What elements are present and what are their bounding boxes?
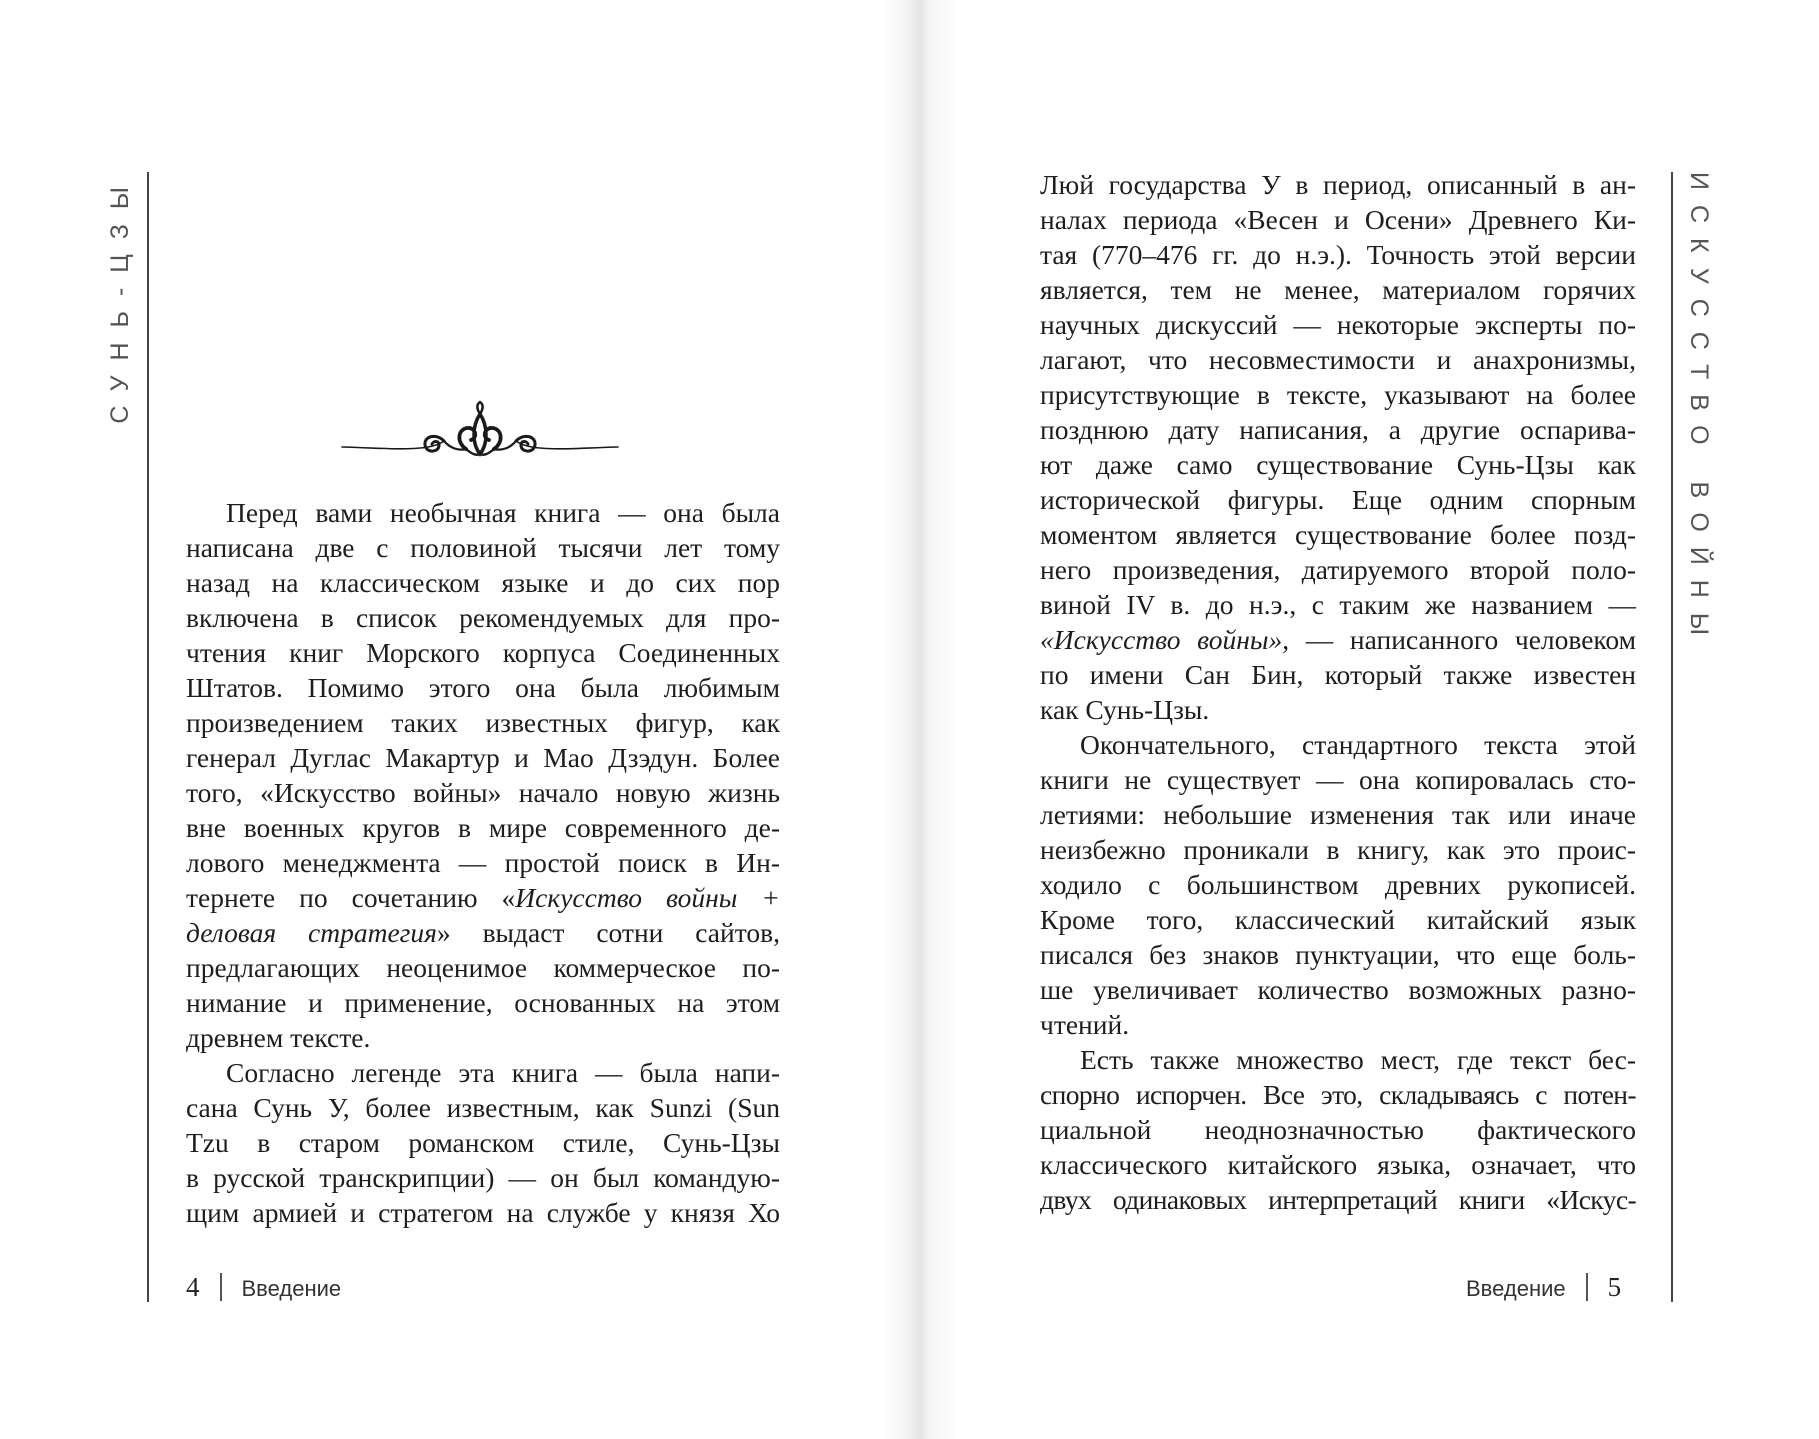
text-line: ходило с большинством древних рукописей. bbox=[1040, 869, 1636, 900]
text-segment: » выдаст сотни сайтов, bbox=[436, 917, 780, 948]
text-line: позднюю дату написания, а другие оспарива- bbox=[1040, 414, 1636, 445]
text-line: в русской транскрипции) — он был командую- bbox=[186, 1162, 780, 1193]
text-line: лагают, что несовместимости и анахронизмы, bbox=[1040, 344, 1636, 375]
text-line: Есть также множество мест, где текст бес- bbox=[1080, 1044, 1636, 1075]
text-line: налах периода «Весен и Осени» Древнего Ки- bbox=[1040, 204, 1636, 235]
text-line: является, тем не менее, материалом горячих bbox=[1040, 274, 1636, 305]
text-line: неизбежно проникали в книгу, как это проис- bbox=[1040, 834, 1636, 865]
section-title: Введение bbox=[1466, 1276, 1566, 1301]
text-line: нимание и применение, основанных на этом bbox=[186, 987, 780, 1018]
left-page-footer bbox=[186, 1272, 341, 1303]
text-line: летиями: небольшие изменения так или иначе bbox=[1040, 799, 1636, 830]
text-line: классического китайского языка, означает, что bbox=[1040, 1149, 1636, 1180]
right-running-title: ИСКУССТВО ВОЙНЫ bbox=[1685, 172, 1713, 650]
text-segment: тернете по сочетанию « bbox=[186, 882, 516, 913]
text-line: сана Сунь У, более известным, как Sunzi (Sun bbox=[186, 1092, 780, 1123]
left-margin-rule bbox=[147, 172, 149, 1302]
text-line: Tzu в старом романском стиле, Сунь-Цзы bbox=[186, 1127, 780, 1158]
text-line: по имени Сан Бин, который также известен bbox=[1040, 659, 1636, 690]
text-line: циальной неоднозначностью фактического bbox=[1040, 1114, 1636, 1145]
text-line: назад на классическом языке и до сих пор bbox=[186, 567, 780, 598]
paragraph-intro bbox=[186, 495, 780, 1055]
text-line: Люй государства У в период, описанный в ан- bbox=[1040, 169, 1636, 200]
page-number: 4 bbox=[186, 1272, 200, 1302]
footer-divider bbox=[220, 1273, 222, 1301]
text-line: Согласно легенде эта книга — была напи- bbox=[226, 1057, 780, 1088]
paragraph-continuation bbox=[1040, 167, 1636, 727]
text-line: Штатов. Помимо этого она была любимым bbox=[186, 672, 780, 703]
text-line-with-italic bbox=[186, 880, 780, 915]
text-line-with-italic bbox=[1040, 622, 1636, 657]
paragraph-text-history bbox=[1040, 727, 1636, 1042]
text-segment: , — написанного человеком bbox=[1282, 624, 1636, 655]
text-line: книги не существует — она копировалась сто- bbox=[1040, 764, 1636, 795]
text-line: чтений. bbox=[1040, 1009, 1130, 1040]
right-body-text bbox=[1040, 167, 1636, 1217]
text-line: включена в список рекомендуемых для про- bbox=[186, 602, 780, 633]
text-line: него произведения, датируемого второй поло- bbox=[1040, 554, 1636, 585]
italic-segment: деловая стратегия bbox=[186, 917, 437, 948]
text-line: ют даже само существование Сунь-Цзы как bbox=[1040, 449, 1636, 480]
text-line: лового менеджмента — простой поиск в Ин- bbox=[186, 847, 780, 878]
text-line: Окончательного, стандартного текста этой bbox=[1080, 729, 1636, 760]
text-line: присутствующие в тексте, указывают на более bbox=[1040, 379, 1636, 410]
decorative-flourish-icon bbox=[340, 400, 620, 470]
text-line: того, «Искусство войны» начало новую жизнь bbox=[186, 777, 780, 808]
left-running-title: СУНЬ-ЦЗЫ bbox=[106, 172, 134, 424]
text-line: исторической фигуры. Еще одним спорным bbox=[1040, 484, 1636, 515]
italic-segment: «Искусство войны» bbox=[1040, 624, 1283, 655]
paragraph-legend bbox=[186, 1055, 780, 1230]
text-line: как Сунь-Цзы. bbox=[1040, 694, 1210, 725]
text-line: моментом является существование более позд- bbox=[1040, 519, 1636, 550]
text-line: вне военных кругов в мире современного де- bbox=[186, 812, 780, 843]
left-body-text bbox=[186, 495, 780, 1230]
right-margin-rule bbox=[1671, 172, 1673, 1302]
text-line: тая (770–476 гг. до н.э.). Точность этой версии bbox=[1040, 239, 1636, 270]
text-line: Кроме того, классический китайский язык bbox=[1040, 904, 1636, 935]
text-line: Перед вами необычная книга — она была bbox=[226, 497, 780, 528]
text-line: научных дискуссий — некоторые эксперты по- bbox=[1040, 309, 1636, 340]
text-line: произведением таких известных фигур, как bbox=[186, 707, 780, 738]
text-line: написана две с половиной тысячи лет тому bbox=[186, 532, 780, 563]
right-page-footer bbox=[1466, 1272, 1621, 1303]
text-line: спорно испорчен. Все это, складываясь с потен- bbox=[1040, 1079, 1636, 1110]
text-line-with-italic bbox=[186, 915, 780, 950]
page-number: 5 bbox=[1607, 1272, 1622, 1302]
text-line: писался без знаков пунктуации, что еще боль- bbox=[1040, 939, 1636, 970]
text-line: древнем тексте. bbox=[186, 1022, 371, 1053]
text-line: двух одинаковых интерпретаций книги «Искус- bbox=[1040, 1184, 1636, 1215]
paragraph-corruption bbox=[1040, 1042, 1636, 1217]
text-line: генерал Дуглас Макартур и Мао Дзэдун. Более bbox=[186, 742, 780, 773]
section-title: Введение bbox=[241, 1276, 342, 1301]
text-line: виной IV в. до н.э., с таким же названием — bbox=[1040, 589, 1636, 620]
text-line: ше увеличивает количество возможных разно- bbox=[1040, 974, 1636, 1005]
italic-segment: Искусство войны + bbox=[515, 882, 780, 913]
footer-divider bbox=[1586, 1273, 1588, 1301]
text-line: щим армией и стратегом на службе у князя Хо bbox=[186, 1197, 780, 1228]
text-line: чтения книг Морского корпуса Соединенных bbox=[186, 637, 780, 668]
text-line: предлагающих неоценимое коммерческое по- bbox=[186, 952, 780, 983]
